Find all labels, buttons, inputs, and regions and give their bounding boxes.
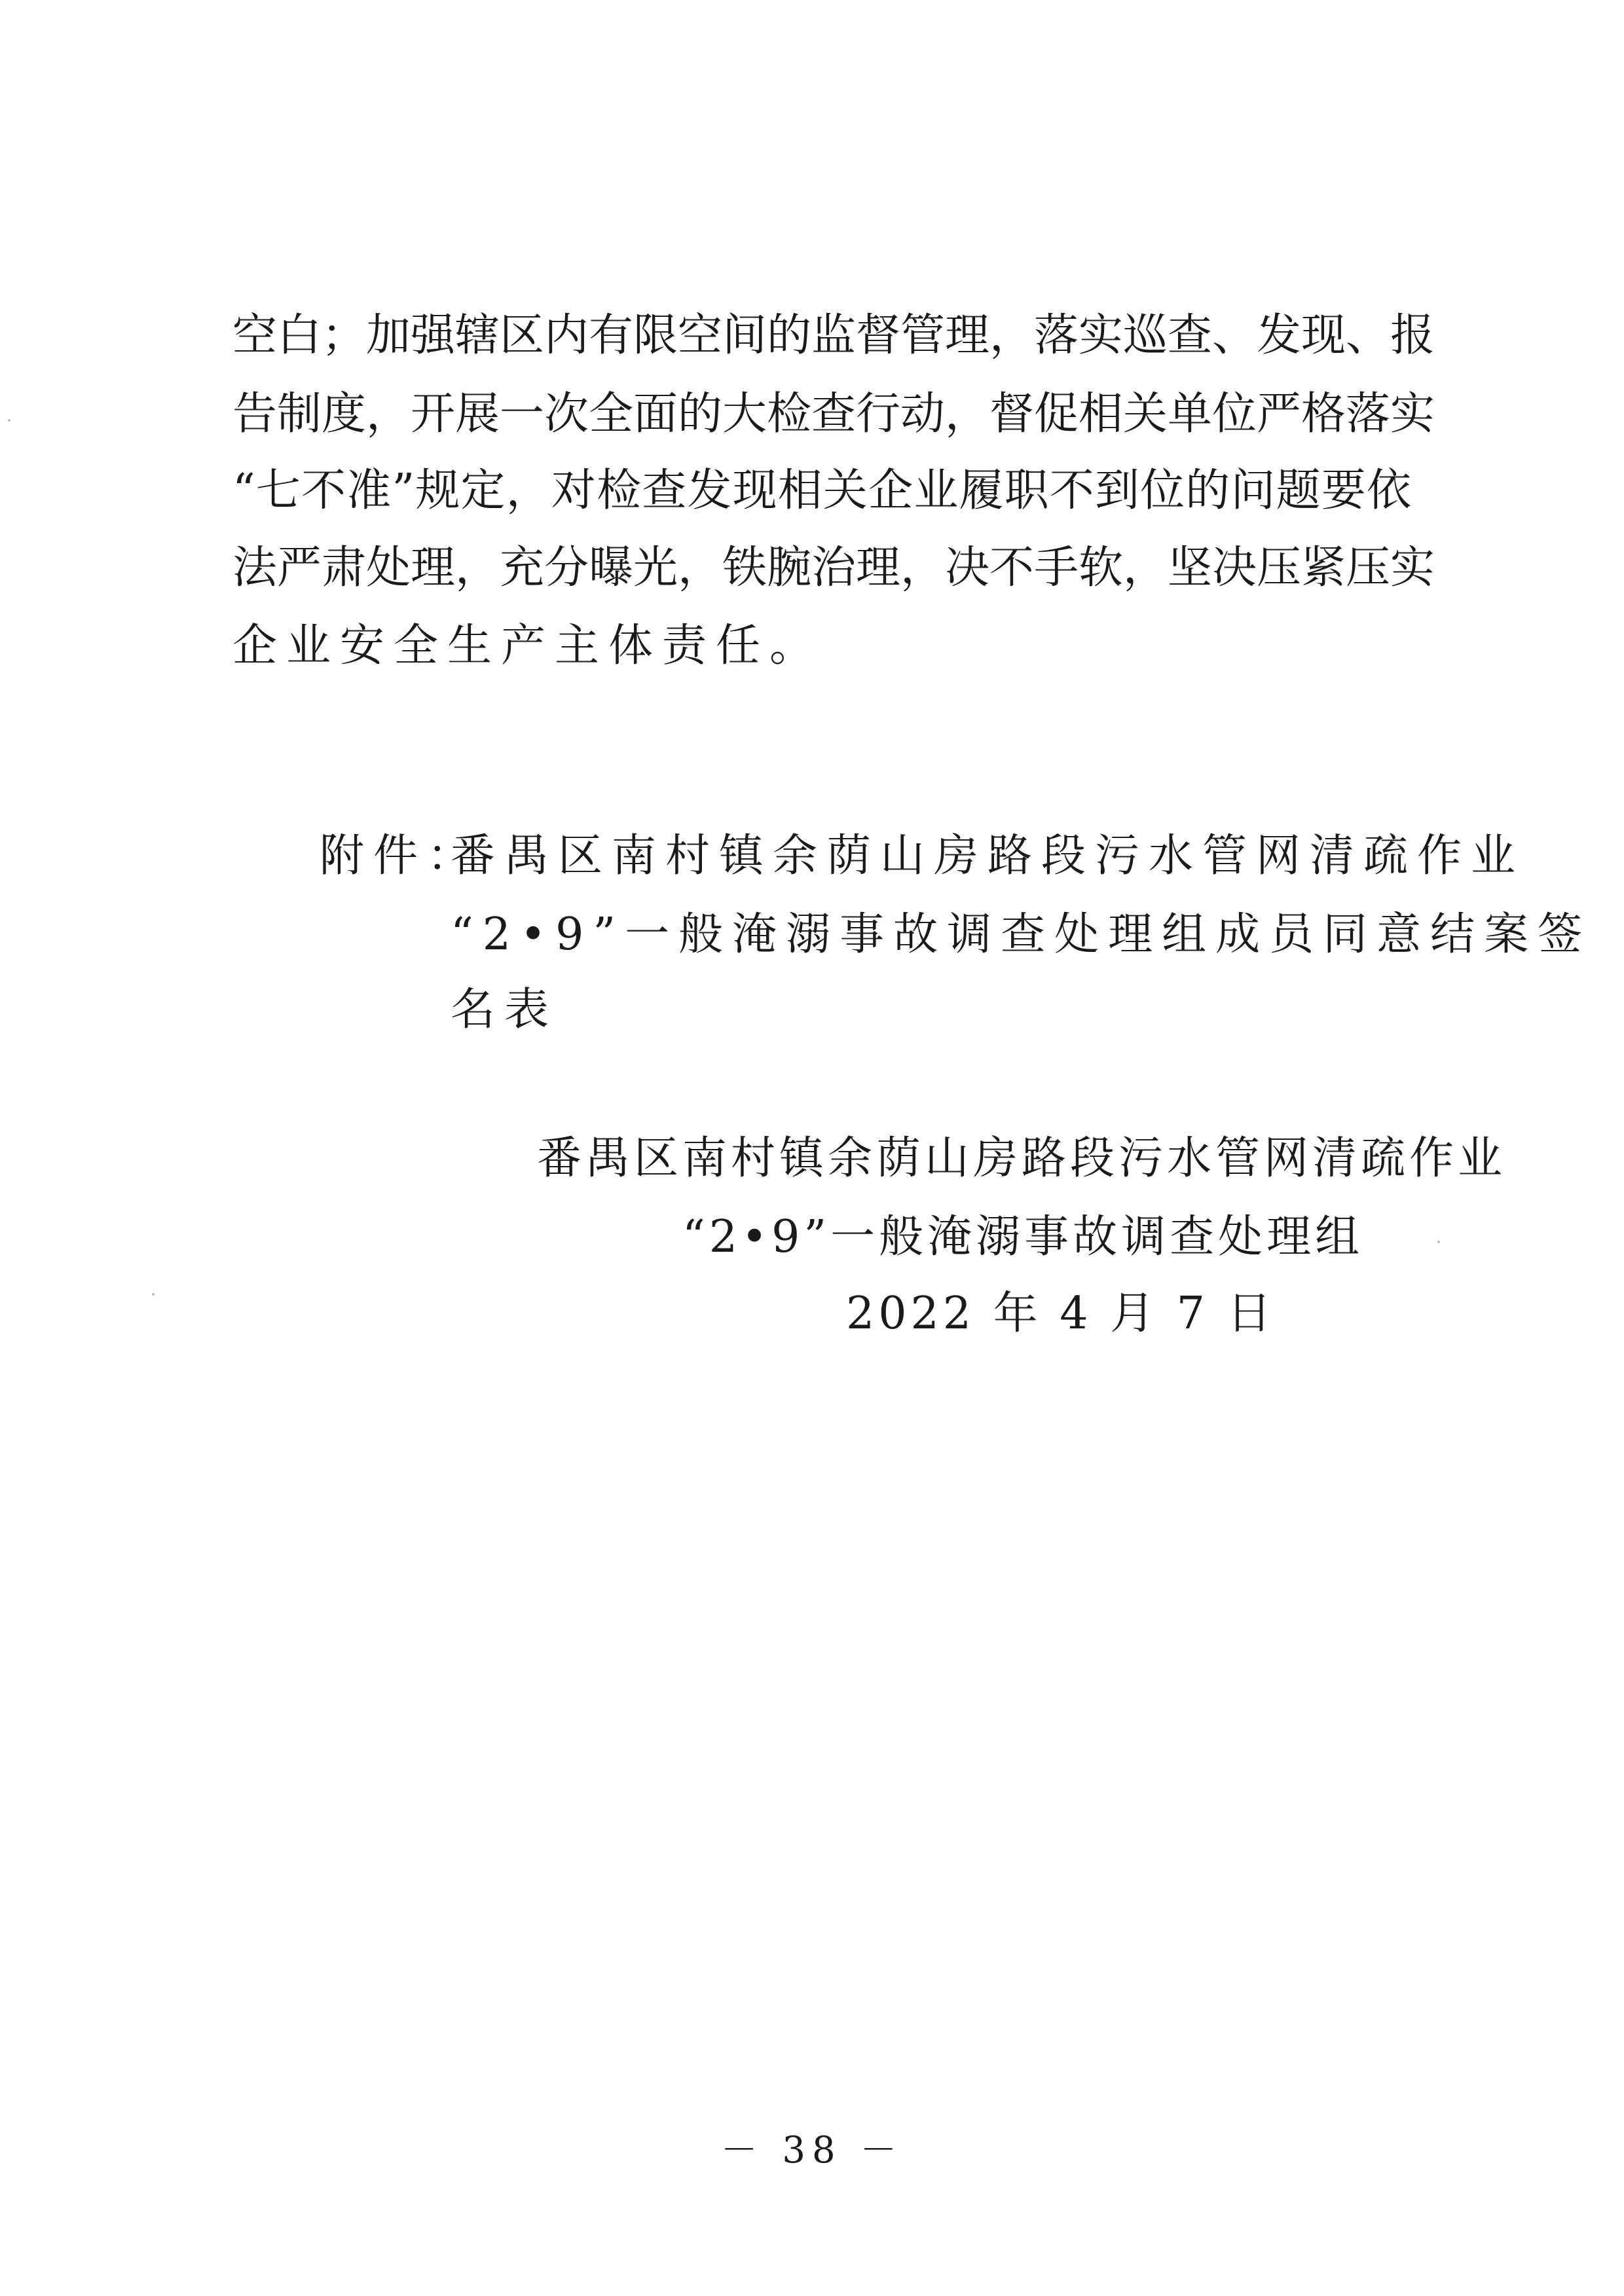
body-line-3: “七不准”规定，对检查发现相关企业履职不到位的问题要依 <box>232 465 1411 517</box>
body-line-2: 告制度，开展一次全面的大检查行动，督促相关单位严格落实 <box>232 388 1435 440</box>
scan-speck <box>1437 1241 1440 1243</box>
body-line-5: 企业安全生产主体责任。 <box>232 620 824 672</box>
page-number: － 38 － <box>720 2129 904 2172</box>
signature-date: 2022 年 4 月 7 日 <box>846 1288 1276 1339</box>
scan-speck <box>152 1293 155 1296</box>
scan-speck <box>8 419 10 422</box>
body-line-1: 空白；加强辖区内有限空间的监督管理，落实巡查、发现、报 <box>232 310 1435 361</box>
body-line-4: 法严肃处理，充分曝光，铁腕治理，决不手软，坚决压紧压实 <box>232 542 1435 594</box>
signature-org-line-2: “2•9”一般淹溺事故调查处理组 <box>682 1211 1364 1263</box>
attachment-line-3: 名表 <box>451 984 559 1036</box>
attachment-label: 附件： <box>320 830 481 882</box>
signature-org-line-1: 番禺区南村镇余荫山房路段污水管网清疏作业 <box>537 1133 1507 1184</box>
attachment-line-2: “2•9”一般淹溺事故调查处理组成员同意结案签 <box>451 909 1592 960</box>
attachment-line-1: 番禺区南村镇余荫山房路段污水管网清疏作业 <box>451 830 1525 882</box>
